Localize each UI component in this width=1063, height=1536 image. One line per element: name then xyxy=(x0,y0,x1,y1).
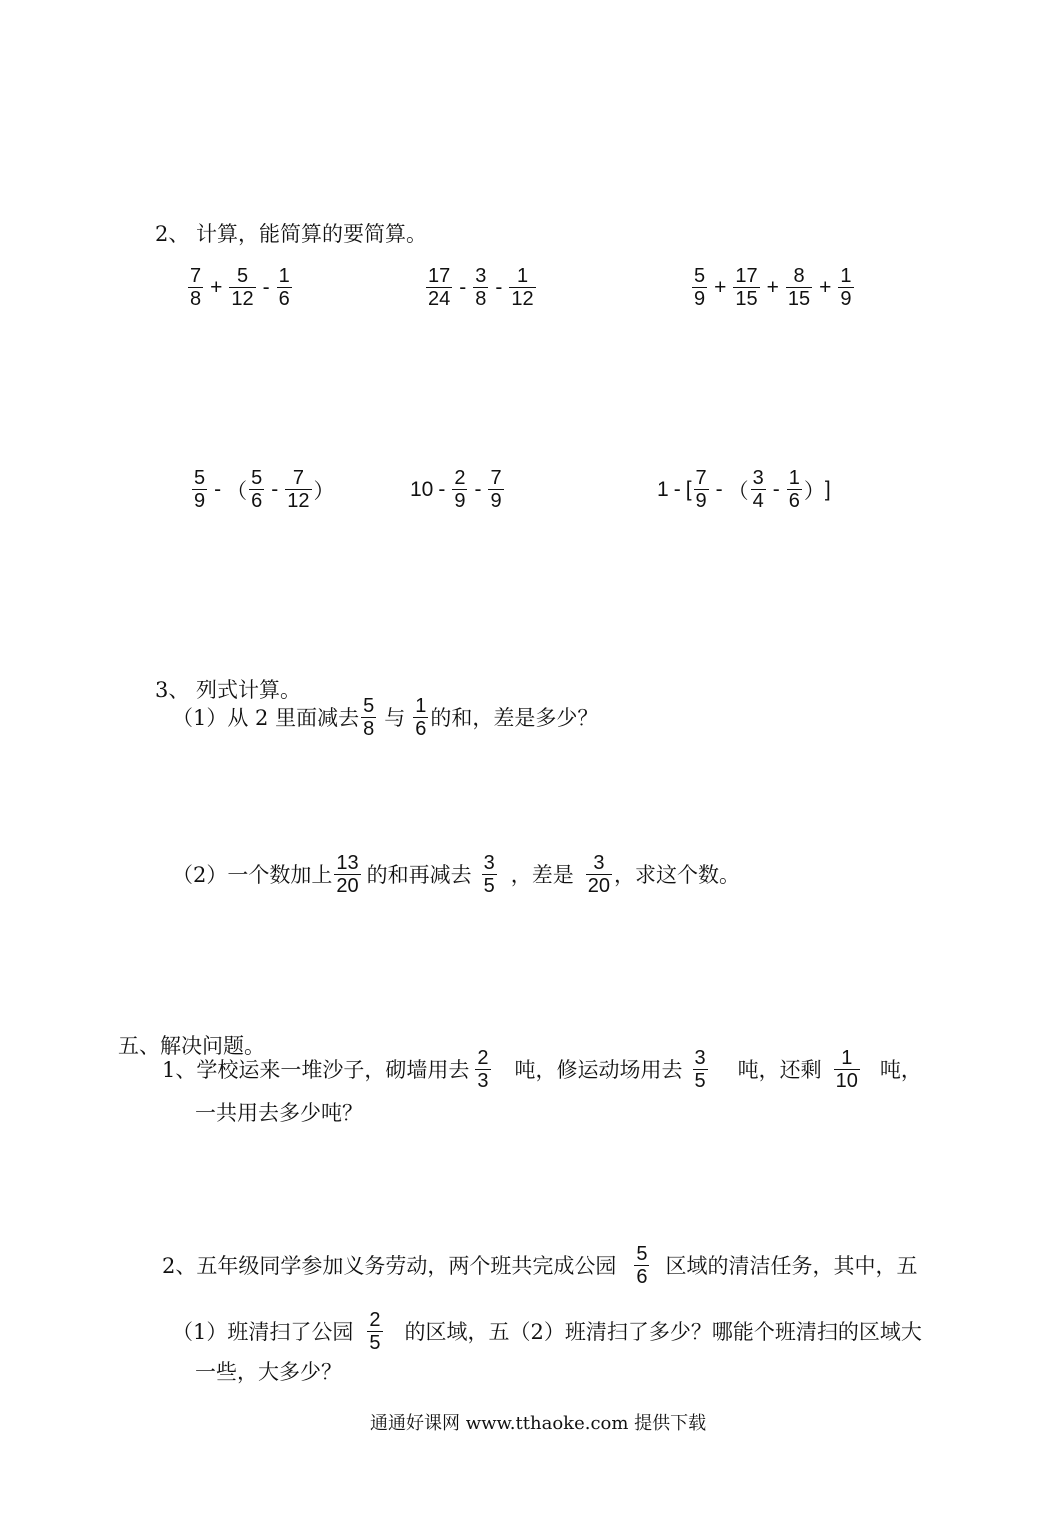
denominator: 6 xyxy=(636,1266,648,1288)
numerator: 17 xyxy=(735,265,758,287)
fraction xyxy=(334,853,360,896)
denominator: 6 xyxy=(251,490,263,512)
numerator: 7 xyxy=(695,467,707,489)
denominator: 8 xyxy=(363,718,375,740)
numerator: 5 xyxy=(251,467,263,489)
math-symbol: - xyxy=(772,477,780,501)
math-symbol: ） xyxy=(803,479,825,503)
fraction xyxy=(413,696,428,739)
denominator: 3 xyxy=(477,1070,489,1092)
denominator: 4 xyxy=(752,490,764,512)
fraction xyxy=(229,266,255,309)
fraction xyxy=(361,696,376,739)
expr-2-1 xyxy=(186,266,294,309)
math-symbol: - xyxy=(495,275,503,299)
math-symbol: - xyxy=(474,477,482,501)
footer-text: 通通好课网 www.tthaoke.com 提供下载 xyxy=(370,1413,707,1434)
denominator: 9 xyxy=(490,490,502,512)
fraction xyxy=(277,266,292,309)
expr-2-3 xyxy=(690,266,856,309)
math-symbol: 1 xyxy=(657,477,669,501)
denominator: 8 xyxy=(190,288,202,310)
denominator: 12 xyxy=(511,288,534,310)
problem-5-1: 1、学校运来一堆沙子，砌墙用去 $\frac{2}{3}$ 吨，修运动场用去 $\frac{3}{5}$ 吨，还剩 $\frac{1}{10}$ 吨， xyxy=(162,1047,922,1092)
expr-2-6 xyxy=(657,468,831,511)
fraction xyxy=(786,266,812,309)
math-symbol: 10 xyxy=(410,477,434,501)
numerator: 17 xyxy=(428,265,451,287)
math-symbol: - xyxy=(271,477,279,501)
math-symbol: ] xyxy=(824,477,831,501)
fraction xyxy=(834,1048,860,1091)
numerator: 2 xyxy=(477,1047,489,1069)
expr-2-2 xyxy=(424,266,538,309)
denominator: 6 xyxy=(278,288,290,310)
fraction xyxy=(488,468,503,511)
fraction xyxy=(692,266,707,309)
denominator: 9 xyxy=(840,288,852,310)
denominator: 24 xyxy=(428,288,451,310)
numerator: 3 xyxy=(483,852,495,874)
numerator: 3 xyxy=(752,467,764,489)
fraction xyxy=(285,468,311,511)
numerator: 3 xyxy=(593,852,605,874)
section3-title: 3、 列式计算。 xyxy=(155,678,302,702)
numerator: 5 xyxy=(194,467,206,489)
math-symbol: + xyxy=(714,275,727,299)
numerator: 1 xyxy=(415,695,427,717)
denominator: 9 xyxy=(194,490,206,512)
denominator: 10 xyxy=(835,1070,858,1092)
math-symbol: - xyxy=(715,477,723,501)
fraction xyxy=(249,468,264,511)
numerator: 1 xyxy=(278,265,290,287)
fraction xyxy=(192,468,207,511)
math-symbol: - xyxy=(214,477,222,501)
numerator: 3 xyxy=(475,265,487,287)
fraction xyxy=(694,468,709,511)
denominator: 15 xyxy=(735,288,758,310)
denominator: 20 xyxy=(336,875,359,897)
numerator: 2 xyxy=(454,467,466,489)
numerator: 3 xyxy=(694,1047,706,1069)
denominator: 12 xyxy=(287,490,310,512)
fraction xyxy=(733,266,759,309)
fraction xyxy=(452,468,467,511)
fraction xyxy=(787,468,802,511)
denominator: 6 xyxy=(415,718,427,740)
denominator: 12 xyxy=(231,288,254,310)
math-symbol: （ xyxy=(226,479,248,503)
numerator: 1 xyxy=(840,265,852,287)
expr-2-4 xyxy=(190,468,335,511)
math-symbol: - xyxy=(438,477,446,501)
fraction xyxy=(838,266,853,309)
numerator: 7 xyxy=(490,467,502,489)
fraction xyxy=(473,266,488,309)
numerator: 7 xyxy=(190,265,202,287)
math-symbol: ） xyxy=(313,479,335,503)
fraction xyxy=(509,266,535,309)
problem-5-1-line2: 一共用去多少吨？ xyxy=(195,1101,363,1125)
problem-5-2-line2: （1）班清扫了公园 $\frac{2}{5}$ 的区域，五（2）班清扫了多少？哪能个班清扫的区域大 xyxy=(172,1309,922,1354)
fraction xyxy=(751,468,766,511)
fraction xyxy=(586,853,612,896)
denominator: 20 xyxy=(587,875,610,897)
question-3-1: （1）从 2 里面减去 $\frac{5}{8}$ 与 $\frac{1}{6}$ 的和，差是多少？ xyxy=(172,695,599,740)
numerator: 1 xyxy=(841,1047,853,1069)
problem-5-2-line3: 一些，大多少？ xyxy=(195,1360,342,1384)
question-3-2: （2）一个数加上 $\frac{13}{20}$ 的和再减去 $\frac{3}{5}$ ，差是 $\frac{3}{20}$ ，求这个数。 xyxy=(172,852,740,897)
denominator: 5 xyxy=(694,1070,706,1092)
numerator: 1 xyxy=(516,265,529,287)
math-symbol: + xyxy=(819,275,832,299)
math-symbol: （ xyxy=(727,479,749,503)
fraction xyxy=(693,1048,708,1091)
math-symbol: - xyxy=(459,275,467,299)
math-symbol: [ xyxy=(685,477,692,501)
fraction xyxy=(475,1048,490,1091)
numerator: 5 xyxy=(694,265,706,287)
denominator: 9 xyxy=(695,490,707,512)
section5-title: 五、解决问题。 xyxy=(118,1034,265,1058)
section2-title: 2、 计算，能简算的要简算。 xyxy=(155,222,428,246)
denominator: 8 xyxy=(475,288,487,310)
denominator: 6 xyxy=(788,490,800,512)
fraction xyxy=(367,1310,382,1353)
numerator: 5 xyxy=(236,265,249,287)
numerator: 5 xyxy=(636,1243,648,1265)
fraction xyxy=(482,853,497,896)
denominator: 15 xyxy=(787,288,811,310)
fraction xyxy=(634,1244,649,1287)
numerator: 8 xyxy=(793,265,805,287)
denominator: 5 xyxy=(369,1332,381,1354)
numerator: 5 xyxy=(363,695,375,717)
math-symbol: + xyxy=(210,275,223,299)
denominator: 9 xyxy=(694,288,706,310)
denominator: 9 xyxy=(454,490,466,512)
numerator: 13 xyxy=(336,852,359,874)
problem-5-2: 2、五年级同学参加义务劳动，两个班共完成公园 $\frac{5}{6}$ 区域的清洁任务，其中，五 xyxy=(162,1243,918,1288)
math-symbol: - xyxy=(262,275,270,299)
math-symbol: + xyxy=(766,275,779,299)
fraction xyxy=(426,266,452,309)
denominator: 5 xyxy=(483,875,495,897)
math-symbol: - xyxy=(673,477,681,501)
fraction xyxy=(188,266,203,309)
numerator: 7 xyxy=(292,467,304,489)
numerator: 1 xyxy=(788,467,800,489)
expr-2-5 xyxy=(410,468,506,511)
numerator: 2 xyxy=(369,1309,381,1331)
